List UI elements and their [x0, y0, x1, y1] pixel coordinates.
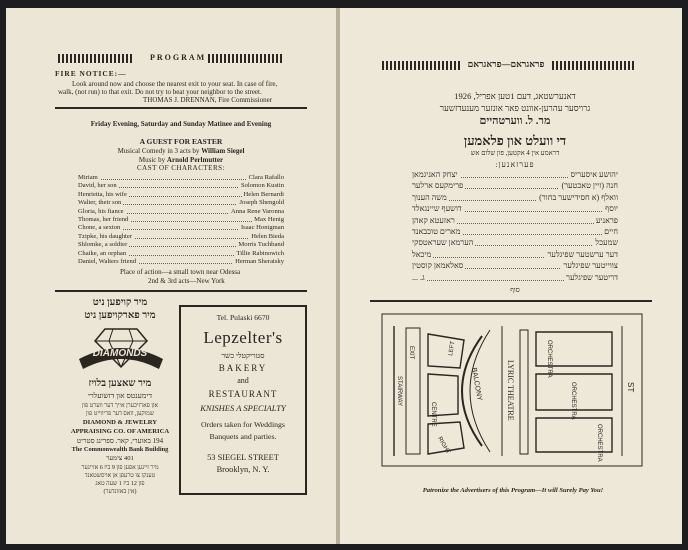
hebrew-cast-actor: דושעף שיינגאלד	[412, 204, 462, 214]
hebrew-cast-role: יוסף	[605, 204, 618, 214]
ad-phone: Tel. Pulaski 6670	[216, 313, 270, 322]
hebrew-cast-row	[412, 204, 618, 216]
fire-notice-title: FIRE NOTICE:—	[55, 69, 127, 78]
music-credit	[55, 157, 307, 164]
fire-notice-signature: THOMAS J. DRENNAN, Fire Commissioner	[143, 96, 273, 104]
ad-company-name1: DIAMOND & JEWELRY	[82, 419, 158, 426]
hebrew-intro2: גרויסער עהרען-אוונט פאר אונזער מענעדזשער	[439, 103, 591, 113]
hebrew-cast-actor: סאלאמאן קוסטין	[412, 261, 464, 271]
ad-heb-line1: מיר קויפען ניט	[92, 297, 148, 308]
ad-heb-line6: שמוקען, וואס דער פריווייט פון	[85, 411, 154, 417]
map-stairway-label: STAIRWAY	[396, 376, 402, 407]
hebrew-cast-row	[412, 238, 618, 250]
hebrew-play-title: די וועלט און פלאמען	[463, 133, 567, 148]
cast-row	[78, 224, 284, 232]
ad-kosher: סטריקטלי כשר	[221, 351, 265, 360]
hebrew-program-header: פראגראם—פראגראם	[467, 59, 545, 69]
hebrew-cast-role: חנה (זיין טאכטער)	[561, 181, 618, 191]
rule	[370, 300, 652, 302]
cast-row	[78, 182, 284, 190]
fire-notice-line1: Look around now and choose the nearest exit to your seat. In case of fire,	[72, 80, 278, 88]
cast-actor: Max Henig	[254, 216, 284, 223]
map-orchestra-label-2: ORCHESTRA	[570, 382, 576, 420]
cast-role: Walter, their son	[78, 199, 122, 207]
cast-role: Gloria, his fiance	[78, 207, 124, 215]
author: William Siegel	[201, 147, 245, 155]
hebrew-cast-row	[412, 250, 618, 262]
ad-orders2: Banquets and parties.	[209, 432, 277, 441]
header-bar-right	[208, 54, 282, 63]
map-centre-label: CENTRE	[430, 402, 436, 427]
cast-row	[78, 250, 284, 258]
composer: Arnold Perlmutter	[166, 156, 224, 164]
header-bar-left	[58, 54, 132, 63]
map-orchestra-label-1: ORCHESTRA	[546, 340, 552, 378]
hebrew-cast-actor: משה הענוך	[412, 192, 447, 202]
hebrew-cast-row	[412, 216, 618, 228]
cast-actor: Joseph Shengold	[239, 199, 284, 207]
hebrew-cast-actor: מארים טוכבאנד	[412, 227, 461, 236]
acts-location: 2nd & 3rd acts—New York	[148, 277, 225, 285]
cast-actor: Herman Sheratsky	[235, 258, 284, 265]
cast-actor: Tillie Rabinowich	[236, 249, 284, 257]
ad-heb-line9: פון 12 ביז 1 שעה טאג	[95, 481, 145, 487]
ad-bakery: BAKERY	[218, 363, 268, 373]
ad-restaurant: RESTAURANT	[208, 389, 278, 399]
map-orchestra-label-3: ORCHESTRA	[596, 424, 602, 462]
hebrew-manager: מר. ל. ווערטהיים	[479, 115, 551, 127]
hebrew-cast-role: פראניע	[595, 215, 618, 225]
ad-street: 53 SIEGEL STREET	[207, 453, 279, 462]
ad-company-name2: APPRAISING CO. OF AMERICA	[70, 428, 170, 435]
cast-role: Daniel, Walters friend	[78, 258, 137, 265]
rule	[55, 290, 307, 292]
map-theatre-label: LYRIC THEATRE	[506, 360, 515, 421]
play-subtitle	[55, 148, 307, 155]
hebrew-cast-actor: הערמאן שעראטסקי	[412, 238, 474, 248]
hebrew-cast-row	[412, 193, 618, 205]
cast-actor: Helen Bieda	[251, 232, 284, 240]
hebrew-cast-role: דער ערשטער שפיגלער	[547, 249, 618, 259]
hebrew-intro1: דאנערשטאג, דעם 1טען אפריל, 1926	[454, 91, 576, 101]
ad-orders1: Orders taken for Weddings	[201, 420, 285, 429]
lepzelter-ad	[179, 305, 307, 495]
cast-role: Thomas, her friend	[78, 216, 129, 223]
hebrew-cast-actor: ג. ...	[412, 272, 425, 282]
performance-times: Friday Evening, Saturday and Sunday Matinee and Evening	[90, 120, 272, 128]
hebrew-cast-actor: מיכאל	[412, 249, 432, 259]
cast-role: Shlomke, a soldier	[78, 241, 128, 249]
ad-room: 401 צימער	[106, 455, 134, 462]
ad-heb-line4: דימענטס און דזשועלרי	[88, 391, 152, 400]
cast-role: Tzipke, his daughter	[78, 232, 133, 240]
cast-actor: Isaac Honigman	[240, 224, 284, 232]
cast-actor: Helen Bernardi	[243, 190, 284, 198]
hebrew-cast-role: חיים	[604, 227, 618, 236]
cast-row	[78, 174, 284, 182]
hebrew-end-mark: סוף	[510, 286, 520, 294]
fire-notice-line2: walk, (not run) to that exit. Do not try to beat your neighbor to the street.	[58, 88, 262, 96]
hebrew-cast-actor: ראזעטא קאהן	[412, 215, 455, 225]
hebrew-cast-row	[412, 227, 618, 239]
cast-row	[78, 191, 284, 199]
footer-slogan: Patronize the Advertisers of this Program—It will Surely Pay You!	[422, 487, 604, 494]
program-header: PROGRAM	[150, 53, 207, 62]
map-exit-label: EXIT	[408, 346, 414, 360]
diamonds-ad	[55, 293, 185, 495]
cast-row	[78, 233, 284, 241]
ad-heb-line10: (אין באזונדער)	[103, 489, 137, 495]
ad-heb-line5: און פארזיכערן אייך דער ווערט פון	[81, 403, 159, 409]
hebrew-cast-row	[412, 273, 618, 285]
header-bar-right	[552, 61, 636, 70]
hebrew-cast-heading: פערזאנען:	[495, 160, 535, 169]
cast-actor: Anna Rene Varonna	[231, 207, 284, 215]
ad-lepzelter-name: Lepzelter's	[203, 328, 283, 347]
header-bar-left	[382, 61, 460, 70]
hebrew-cast-role: וואלף (א חסידישער בחור)	[539, 192, 618, 202]
cast-role: Miriam	[78, 174, 98, 181]
cast-row	[78, 208, 284, 216]
cast-row	[78, 241, 284, 249]
ad-heb-line8: טענקו צו טרעפן אן אויסשטאנד	[84, 473, 156, 479]
cast-role: Henrietta, his wife	[78, 190, 127, 198]
play-title: A GUEST FOR EASTER	[139, 137, 223, 146]
seating-map	[372, 306, 654, 474]
cast-role: Chaike, an orphan	[78, 249, 127, 257]
ad-knishes: KNISHES A SPECIALTY	[200, 403, 286, 413]
ad-heb-line3: מיר שאצען בלויז	[88, 378, 152, 389]
hebrew-cast-role: צווייטער שפיגלער	[563, 261, 618, 271]
cast-row	[78, 199, 284, 207]
hebrew-cast-role: יהושע איסעריס	[570, 170, 618, 179]
hebrew-cast-row	[412, 170, 618, 182]
ad-bank-building: The Commonwealth Bank Building	[71, 446, 169, 453]
cast-row	[78, 258, 284, 266]
hebrew-cast-actor: פרימקעס ארלער	[412, 181, 464, 191]
cast-row	[78, 216, 284, 224]
ad-heb-address: 194 באוערי, קאר. ספרינג סטריט	[76, 437, 164, 445]
hebrew-cast-actor: יצחק האניגמאן	[412, 170, 458, 179]
map-street-label: ST	[626, 382, 635, 393]
subtitle-prefix: Musical Comedy in 3 acts by	[117, 147, 200, 155]
map-right-label: RIGHT	[436, 436, 451, 456]
place-of-action: Place of action—a small town near Odessa	[120, 268, 241, 276]
hebrew-cast-row	[412, 261, 618, 273]
rule	[55, 107, 307, 109]
cast-heading: CAST OF CHARACTERS:	[137, 164, 225, 172]
ad-and: and	[237, 376, 249, 385]
cast-actor: Clara Rafallo	[248, 174, 284, 181]
music-prefix: Music by	[138, 156, 166, 164]
hebrew-subtitle: דראמע אין 4 אקטען, פון שלום אש	[470, 150, 560, 157]
diamonds-logo-text: DIAMONDS	[92, 348, 148, 359]
ad-heb-line7: מיר זיינען אפען פון 9 ביז 6 אזייגער	[81, 465, 159, 471]
cast-role: Chone, a sexton	[78, 224, 121, 232]
hebrew-cast-role: דריטער שפיגלער	[566, 272, 618, 282]
hebrew-cast-row	[412, 181, 618, 193]
map-left-label: LEFT	[448, 340, 457, 357]
cast-actor: Morris Tuchband	[238, 241, 284, 249]
ad-heb-line2: מיר פארקויפען ניט	[84, 310, 156, 321]
ad-city: Brooklyn, N. Y.	[216, 465, 270, 474]
cast-actor: Solomon Kustin	[240, 182, 284, 190]
cast-role: David, her son	[78, 182, 117, 190]
hebrew-cast-role: שמעכל	[595, 238, 618, 248]
map-balcony-label: BALCONY	[470, 367, 483, 402]
